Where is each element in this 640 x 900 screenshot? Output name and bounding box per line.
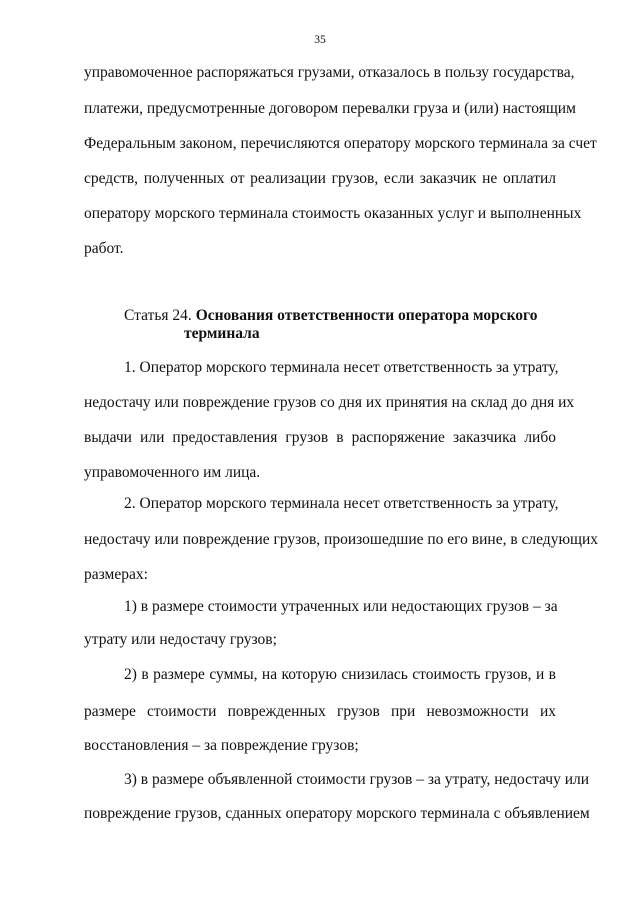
paragraph-line: недостачу или повреждение грузов, произошедшие по его вине, в следующих — [84, 531, 598, 548]
paragraph-line: средств, полученных от реализации грузов, если заказчик не оплатил — [84, 170, 556, 187]
paragraph-line: размерах: — [84, 566, 148, 583]
paragraph-line: оператору морского терминала стоимость оказанных услуг и выполненных — [84, 205, 582, 222]
article-title: Основания ответственности оператора морского — [195, 307, 538, 324]
paragraph-line: Федеральным законом, перечисляются оператору морского терминала за счет — [84, 135, 597, 152]
article-heading — [124, 307, 537, 325]
paragraph-line: платежи, предусмотренные договором перевалки груза и (или) настоящим — [84, 100, 576, 117]
page-number: 35 — [314, 34, 326, 46]
paragraph-line: управомоченного им лица. — [84, 464, 261, 481]
paragraph-line: выдачи или предоставления грузов в распоряжение заказчика либо — [84, 429, 556, 446]
list-item-line: 1) в размере стоимости утраченных или недостающих грузов – за — [124, 598, 558, 615]
article-title-continuation: терминала — [184, 325, 260, 342]
list-item-line: повреждение грузов, сданных оператору морского терминала с объявлением — [84, 805, 590, 822]
list-item-line: 3) в размере объявленной стоимости грузов – за утрату, недостачу или — [124, 771, 590, 788]
paragraph-line: работ. — [84, 240, 124, 257]
article-label: Статья 24. — [124, 307, 192, 324]
list-item-line: утрату или недостачу грузов; — [84, 631, 277, 648]
paragraph-line: 1. Оператор морского терминала несет ответственность за утрату, — [124, 359, 559, 376]
list-item-line: восстановления – за повреждение грузов; — [84, 737, 359, 754]
paragraph-line: управомоченное распоряжаться грузами, отказалось в пользу государства, — [84, 64, 575, 81]
list-item-line: размере стоимости поврежденных грузов при невозможности их — [84, 703, 556, 720]
paragraph-line: недостачу или повреждение грузов со дня их принятия на склад до дня их — [84, 394, 575, 411]
list-item-line: 2) в размере суммы, на которую снизилась стоимость грузов, и в — [124, 666, 556, 683]
paragraph-line: 2. Оператор морского терминала несет ответственность за утрату, — [124, 495, 559, 512]
